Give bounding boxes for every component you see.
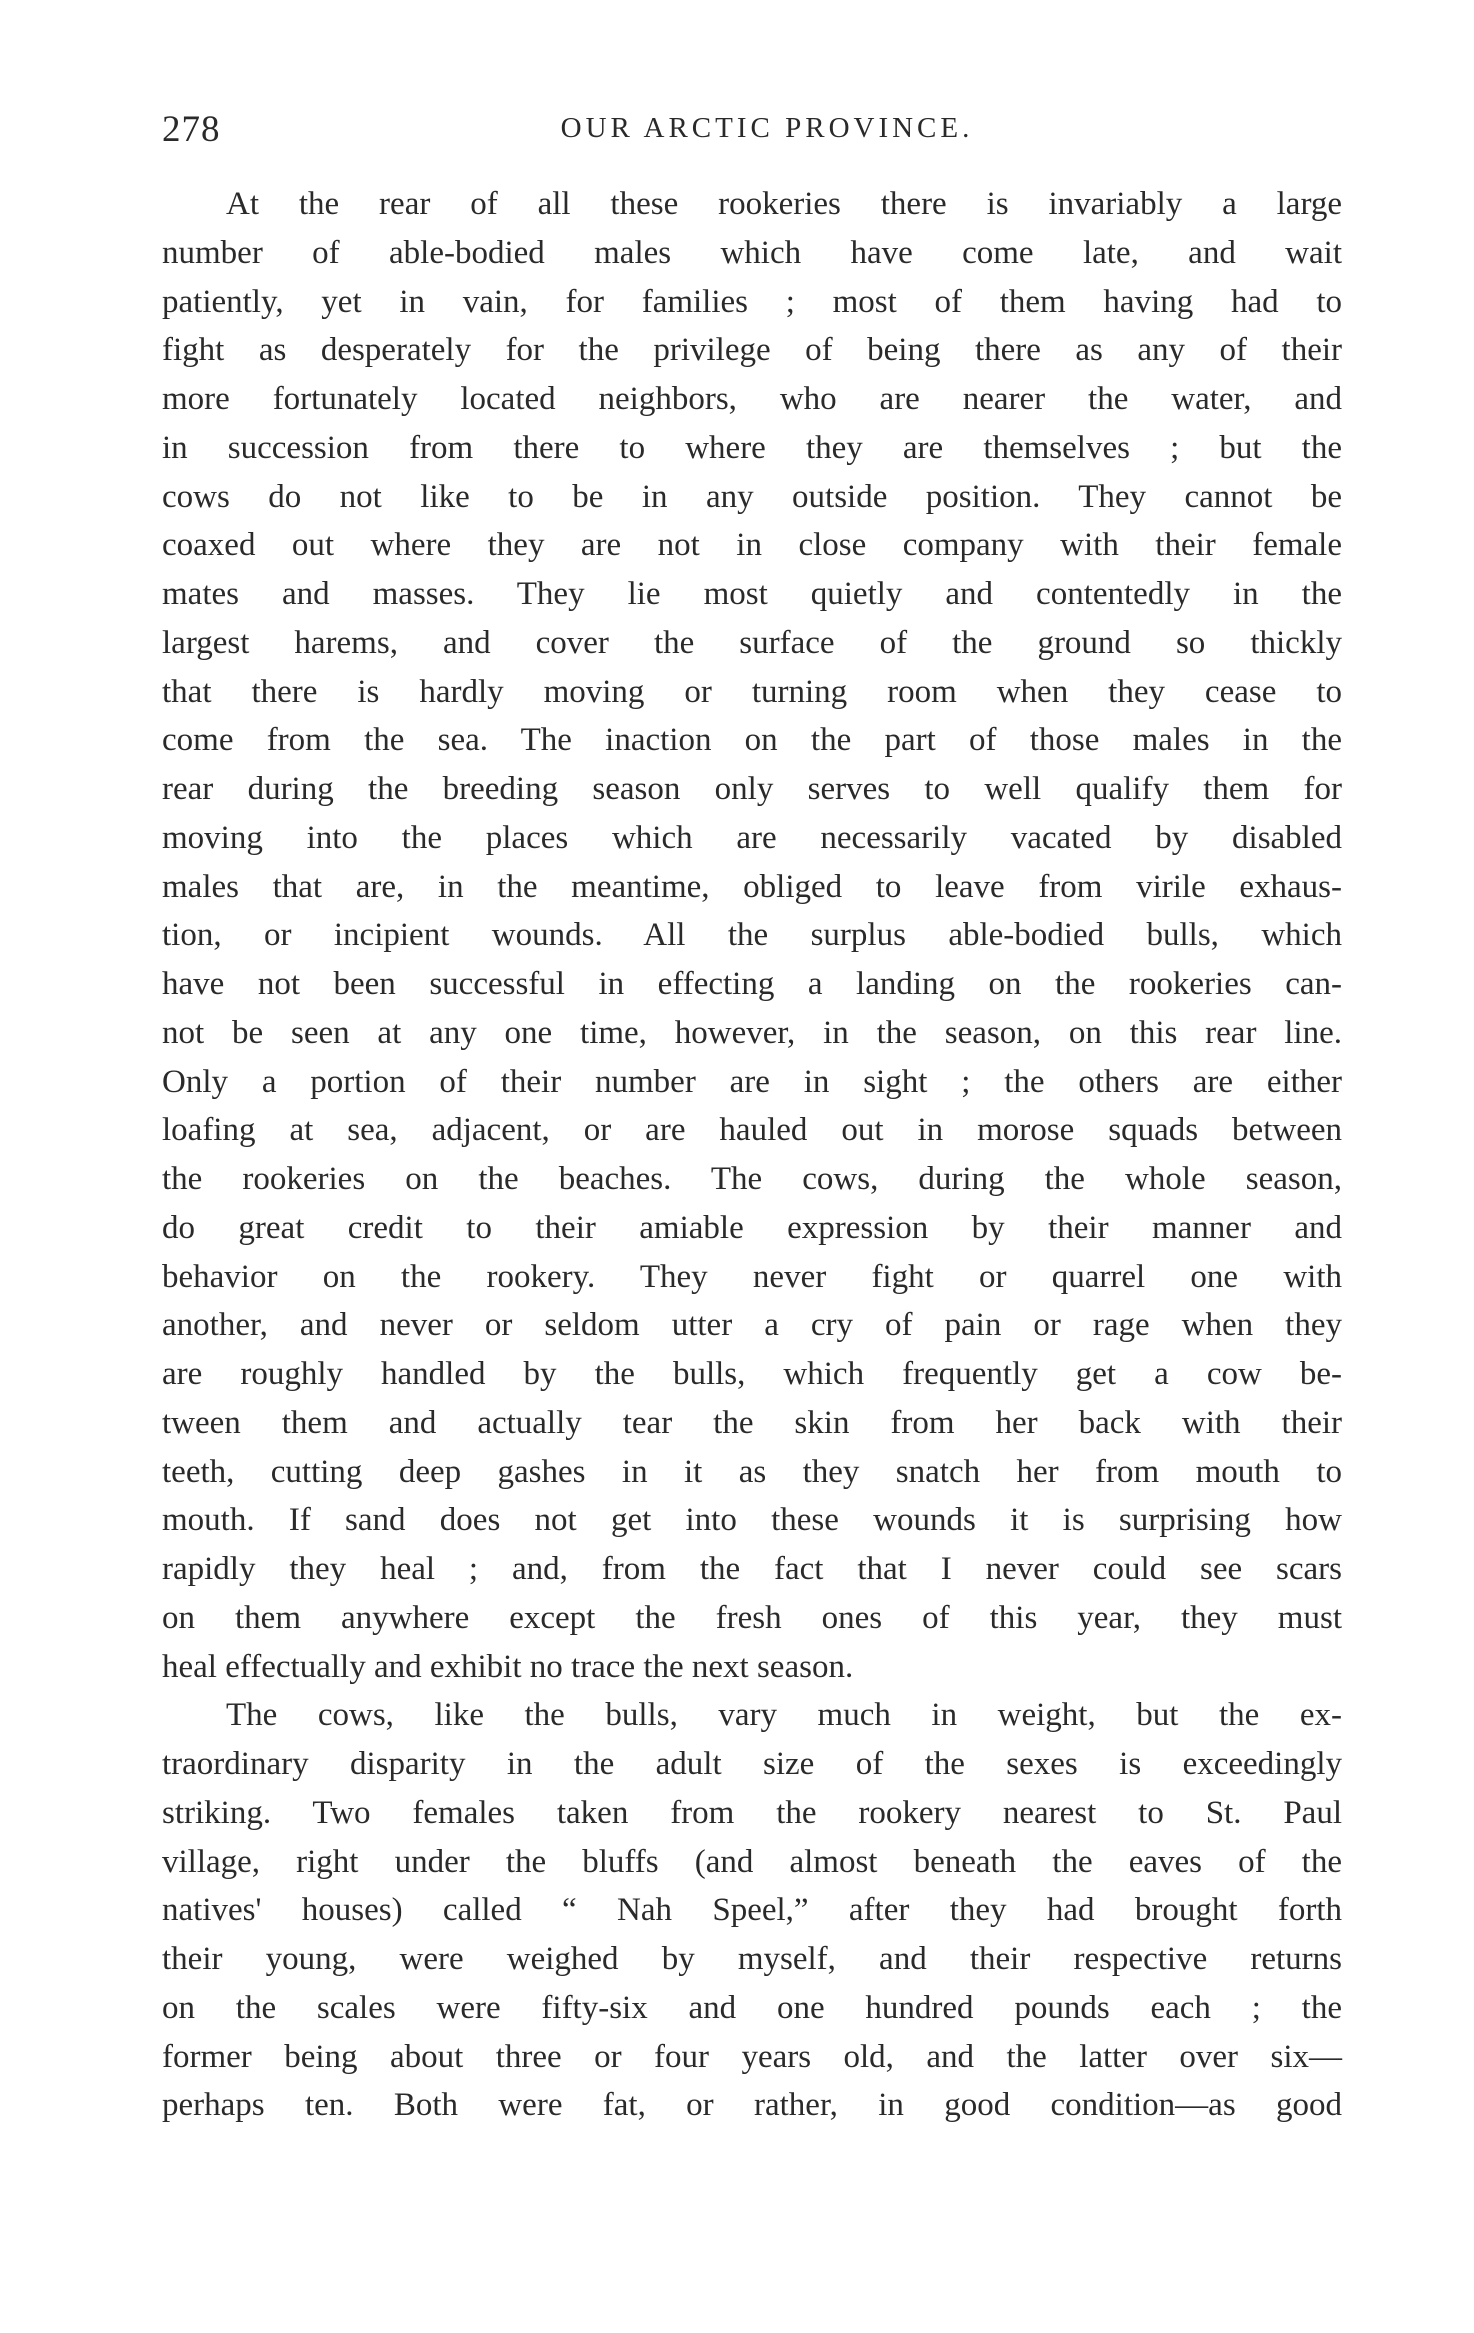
paragraph-1-line: largest harems, and cover the surface of the ground so thickly (162, 624, 1342, 661)
paragraph-1-line: come from the sea. The inaction on the part of those males in the (162, 722, 1342, 759)
paragraph-1-line: loafing at sea, adjacent, or are hauled out in morose squads between (162, 1112, 1342, 1149)
paragraph-1-line: behavior on the rookery. They never fight or quarrel one with (162, 1258, 1342, 1295)
paragraph-1-line: rapidly they heal ; and, from the fact that I never could see scars (162, 1551, 1342, 1587)
paragraph-1-line: mouth. If sand does not get into these wounds it is surprising how (162, 1502, 1342, 1539)
paragraph-2-line: village, right under the bluffs (and almost beneath the eaves of the (162, 1843, 1342, 1880)
paragraph-1-line: another, and never or seldom utter a cry of pain or rage when they (162, 1307, 1342, 1344)
paragraph-2-line: striking. Two females taken from the rookery nearest to St. Paul (162, 1794, 1342, 1831)
paragraph-1-line: have not been successful in effecting a landing on the rookeries can- (162, 966, 1342, 1002)
paragraph-2-line: on the scales were fifty-six and one hundred pounds each ; the (162, 1989, 1342, 2026)
paragraph-1-line: moving into the places which are necessarily vacated by disabled (162, 819, 1342, 856)
paragraph-2-line: their young, were weighed by myself, and their respective returns (162, 1941, 1342, 1977)
paragraph-1-line: At the rear of all these rookeries there is invariably a large (226, 186, 1342, 222)
paragraph-1-line: tween them and actually tear the skin from her back with their (162, 1404, 1342, 1441)
paragraph-1-line: fight as desperately for the privilege of being there as any of their (162, 332, 1342, 369)
paragraph-1-line: rear during the breeding season only serves to well qualify them for (162, 771, 1342, 807)
paragraph-1-line: on them anywhere except the fresh ones of this year, they must (162, 1599, 1342, 1636)
paragraph-1-line: coaxed out where they are not in close company with their female (162, 527, 1342, 564)
body-text (162, 180, 1342, 2130)
paragraph-1-line: males that are, in the meantime, obliged to leave from virile exhaus- (162, 868, 1342, 905)
paragraph-1-line: that there is hardly moving or turning room when they cease to (162, 673, 1342, 710)
paragraph-1-line: teeth, cutting deep gashes in it as they snatch her from mouth to (162, 1453, 1342, 1490)
paragraph-1-line: not be seen at any one time, however, in the season, on this rear line. (162, 1014, 1342, 1051)
paragraph-1-line: cows do not like to be in any outside position. They cannot be (162, 478, 1342, 515)
paragraph-1-line: are roughly handled by the bulls, which frequently get a cow be- (162, 1356, 1342, 1392)
paragraph-2-line: natives' houses) called “ Nah Speel,” after they had brought forth (162, 1892, 1342, 1929)
running-head (162, 108, 1352, 158)
paragraph-2-line: The cows, like the bulls, vary much in weight, but the ex- (226, 1697, 1342, 1734)
paragraph-1-line: in succession from there to where they are themselves ; but the (162, 429, 1342, 466)
paragraph-1-line: Only a portion of their number are in sight ; the others are either (162, 1063, 1342, 1100)
paragraph-1-line: heal effectually and exhibit no trace the next season. (162, 1648, 854, 1685)
page-number: 278 (162, 109, 221, 150)
paragraph-2-line: former being about three or four years old, and the latter over six— (162, 2038, 1342, 2075)
paragraph-2-line: traordinary disparity in the adult size of the sexes is exceedingly (162, 1746, 1342, 1782)
paragraph-1-line: more fortunately located neighbors, who are nearer the water, and (162, 381, 1342, 417)
paragraph-1-line: patiently, yet in vain, for families ; most of them having had to (162, 283, 1342, 320)
paragraph-1-line: the rookeries on the beaches. The cows, during the whole season, (162, 1161, 1342, 1197)
running-title: OUR ARCTIC PROVINCE. (560, 112, 974, 144)
paragraph-1-line: mates and masses. They lie most quietly and contentedly in the (162, 576, 1342, 612)
paragraph-2-line: perhaps ten. Both were fat, or rather, in good condition—as good (162, 2087, 1342, 2124)
paragraph-1-line: number of able-bodied males which have come late, and wait (162, 234, 1342, 271)
paragraph-1-line: do great credit to their amiable expression by their manner and (162, 1209, 1342, 1246)
paragraph-1-line: tion, or incipient wounds. All the surplus able-bodied bulls, which (162, 917, 1342, 954)
